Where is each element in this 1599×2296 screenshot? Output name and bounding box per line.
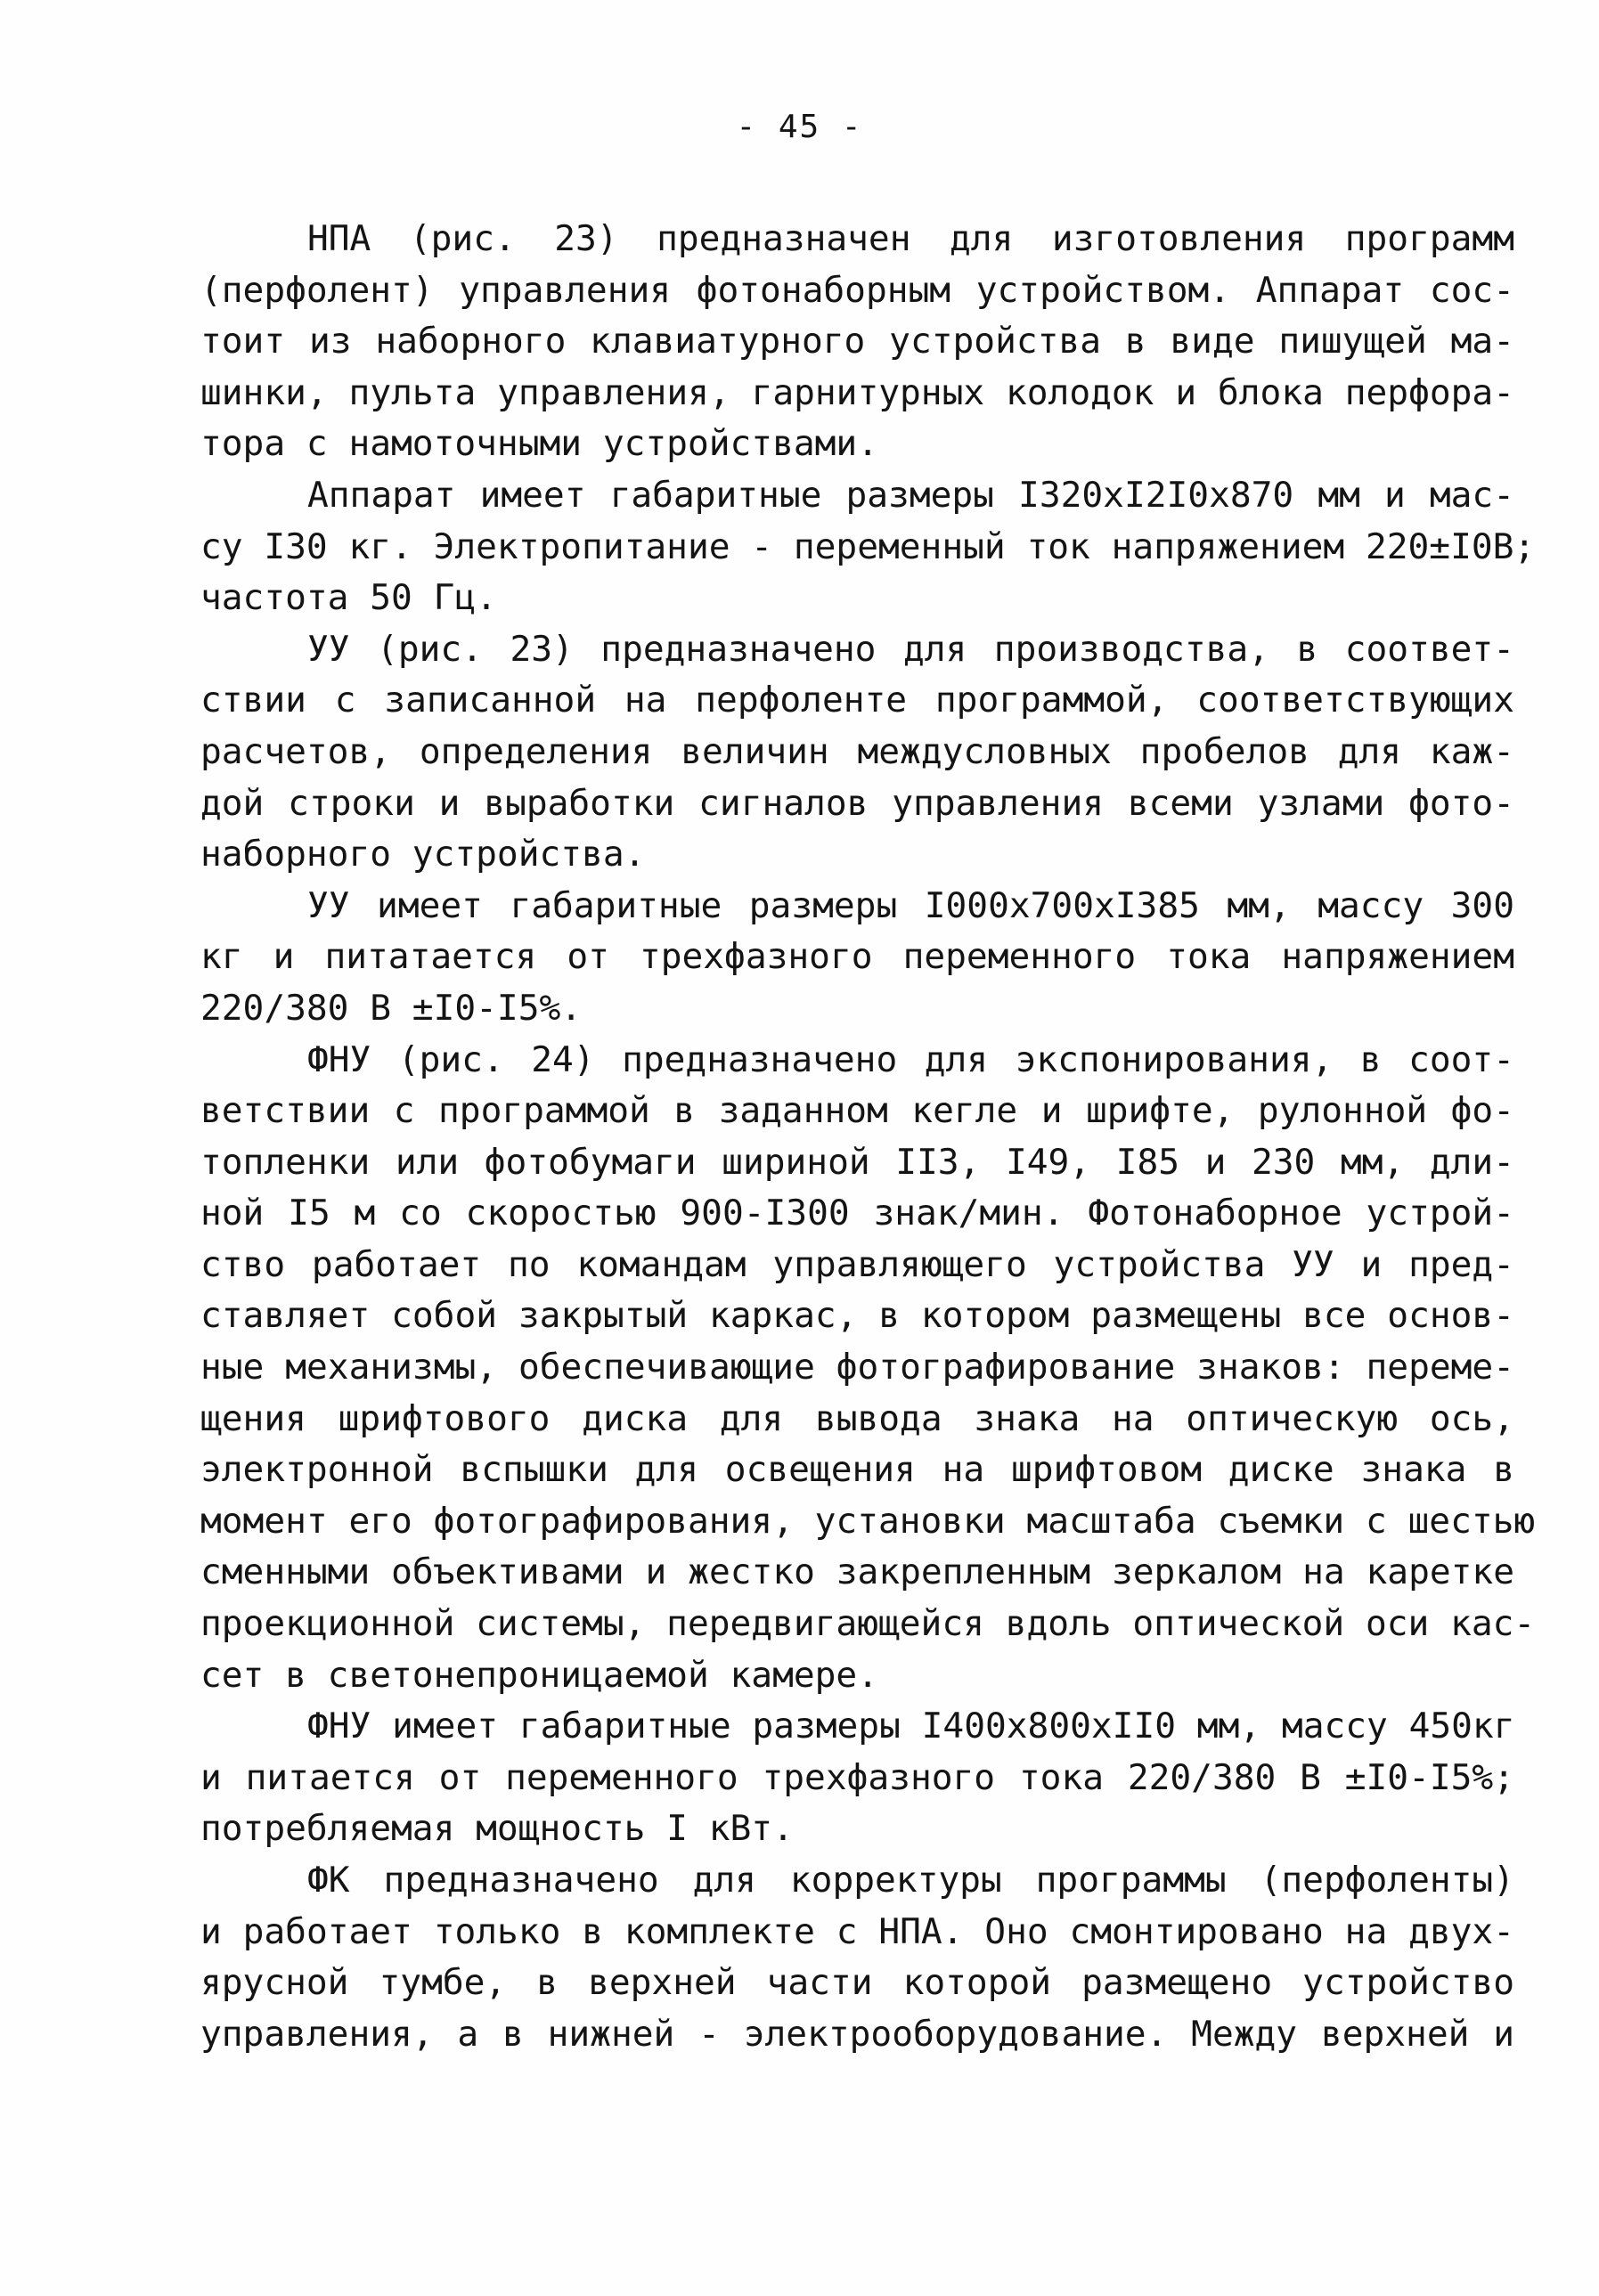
text-line: ФНУ имеет габаритные размеры I400x800xII0 мм, массу 450кг — [307, 1706, 1515, 1747]
text-line: шинки, пульта управления, гарнитурных колодок и блока перфора- — [200, 371, 1514, 413]
text-line: ные механизмы, обеспечивающие фотографирование знаков: переме- — [200, 1347, 1514, 1388]
text-line: ветствии с программой в заданном кегле и шрифте, рулонной фо- — [200, 1090, 1514, 1132]
text-line: электронной вспышки для освещения на шрифтовом диске знака в — [200, 1449, 1514, 1491]
text-line: топленки или фотобумаги шириной II3, I49, I85 и 230 мм, дли- — [200, 1141, 1514, 1183]
paragraph — [200, 1701, 1514, 1855]
text-line: тоит из наборного клавиатурного устройства в виде пишущей ма- — [200, 321, 1514, 362]
paragraph — [200, 214, 1514, 470]
text-line: момент его фотографирования, установки масштаба съемки с шестью — [200, 1500, 1536, 1542]
text-line: НПА (рис. 23) предназначен для изготовления программ — [307, 218, 1514, 259]
text-line: кг и питатается от трехфазного переменного тока напряжением — [200, 936, 1514, 978]
text-line: ство работает по командам управляющего устройства УУ и пред- — [200, 1243, 1514, 1285]
text-line: ствии с записанной на перфоленте программой, соответствующих — [200, 680, 1514, 721]
paragraph — [200, 1035, 1536, 1702]
text-line: су I30 кг. Электропитание - переменный ток напряжением 220±I0В; — [200, 525, 1536, 567]
text-line: ставляет собой закрытый каркас, в котором размещены все основ- — [200, 1295, 1514, 1337]
text-line: ФНУ (рис. 24) предназначено для экспонирования, в соот- — [307, 1038, 1514, 1080]
text-line: управления, а в нижней - электрооборудование. Между верхней и — [200, 2013, 1514, 2055]
text-line: сменными объективами и жестко закрепленным зеркалом на каретке — [200, 1551, 1514, 1593]
text-line: расчетов, определения величин междусловных пробелов для каж- — [200, 730, 1514, 772]
text-line: потребляемая мощность I кВт. — [200, 1808, 794, 1850]
text-line: (перфолент) управления фотонаборным устройством. Аппарат сос- — [200, 269, 1514, 311]
text-line: Аппарат имеет габаритные размеры I320xI2I0x870 мм и мас- — [307, 474, 1514, 516]
text-line: тора с намоточными устройствами. — [200, 423, 878, 465]
paragraph — [200, 470, 1536, 624]
text-line: наборного устройства. — [200, 834, 646, 875]
text-line: ной I5 м со скоростью 900-I300 знак/мин. Фотонаборное устрой- — [200, 1193, 1514, 1234]
text-line: частота 50 Гц. — [200, 577, 497, 619]
paragraph — [200, 1855, 1514, 2060]
page-number: - 45 - — [736, 109, 863, 145]
text-line: 220/380 В ±I0-I5%. — [200, 987, 583, 1029]
text-line: УУ имеет габаритные размеры I000x700xI385 мм, массу 300 — [307, 884, 1514, 926]
paragraph — [200, 624, 1514, 881]
body-text — [200, 214, 1536, 2060]
text-line: проекционной системы, передвигающейся вдоль оптической оси кас- — [200, 1603, 1536, 1645]
text-line: и работает только в комплекте с НПА. Оно смонтировано на двух- — [200, 1910, 1514, 1952]
paragraph — [200, 881, 1514, 1035]
text-line: щения шрифтового диска для вывода знака на оптическую ось, — [200, 1397, 1514, 1439]
text-line: ФК предназначено для корректуры программы (перфоленты) — [307, 1860, 1514, 1901]
text-line: сет в светонепроницаемой камере. — [200, 1654, 878, 1696]
text-line: ярусной тумбе, в верхней части которой размещено устройство — [200, 1962, 1514, 2004]
text-line: УУ (рис. 23) предназначено для производства, в соответ- — [307, 628, 1514, 670]
text-line: и питается от переменного трехфазного тока 220/380 В ±I0-I5%; — [200, 1756, 1514, 1798]
text-line: дой строки и выработки сигналов управления всеми узлами фото- — [200, 782, 1514, 824]
